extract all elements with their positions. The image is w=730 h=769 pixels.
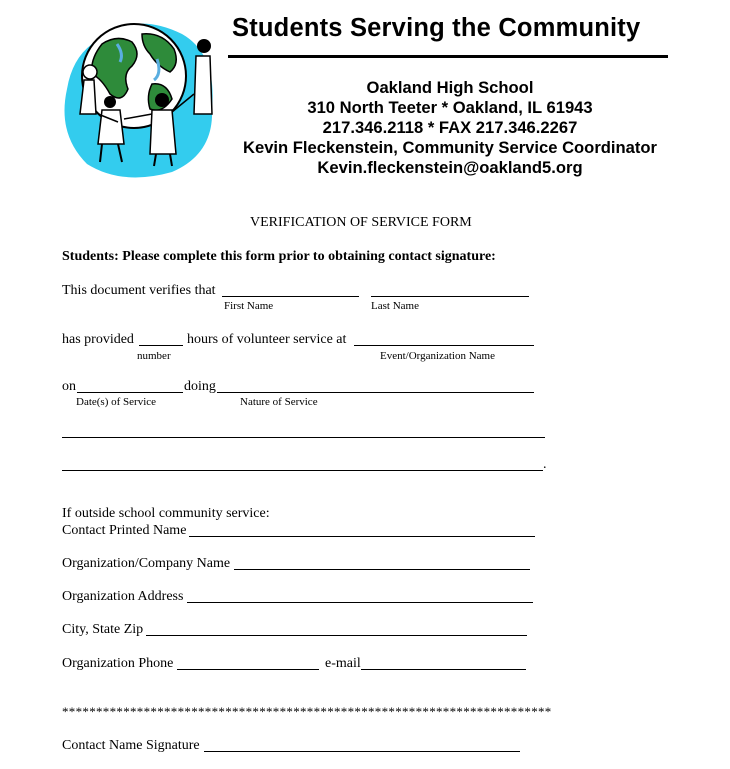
contact-signature-field[interactable] [204, 751, 520, 752]
form-heading: VERIFICATION OF SERVICE FORM [250, 215, 472, 230]
trailing-period: . [543, 457, 547, 472]
description-line-2[interactable] [62, 470, 543, 471]
globe-with-children-icon [62, 14, 214, 180]
hours-text: hours of volunteer service at [187, 332, 347, 347]
description-line-1[interactable] [62, 437, 545, 438]
school-name: Oakland High School [366, 78, 534, 97]
city-state-zip-label: City, State Zip [62, 622, 144, 637]
email-label: e-mail [325, 656, 361, 671]
school-phone-fax: 217.346.2118 * FAX 217.346.2267 [322, 118, 578, 137]
last-name-field[interactable] [371, 296, 529, 297]
contact-printed-name-label: Contact Printed Name [62, 523, 187, 538]
hours-number-field[interactable] [139, 345, 183, 346]
verifies-text: This document verifies that [62, 283, 216, 298]
school-address: 310 North Teeter * Oakland, IL 61943 [307, 98, 593, 117]
org-company-name-label: Organization/Company Name [62, 556, 231, 571]
page-title: Students Serving the Community [232, 14, 641, 42]
stars-divider: ************************************************************************ [62, 704, 552, 719]
org-phone-field[interactable] [177, 669, 319, 670]
on-text: on [62, 379, 76, 394]
coordinator-name: Kevin Fleckenstein, Community Service Coordinator [242, 138, 658, 157]
title-rule [228, 55, 668, 58]
doing-text: doing [184, 379, 216, 394]
last-name-label: Last Name [371, 300, 419, 312]
org-company-name-field[interactable] [234, 569, 530, 570]
first-name-label: First Name [224, 300, 274, 312]
nature-field[interactable] [217, 392, 534, 393]
org-address-field[interactable] [187, 602, 533, 603]
org-address-label: Organization Address [62, 589, 184, 604]
event-organization-field[interactable] [354, 345, 534, 346]
org-phone-label: Organization Phone [62, 656, 174, 671]
dates-label: Date(s) of Service [76, 396, 157, 408]
outside-service-text: If outside school community service: [62, 506, 270, 521]
contact-signature-label: Contact Name Signature [62, 738, 200, 753]
event-organization-label: Event/Organization Name [380, 350, 495, 362]
first-name-field[interactable] [222, 296, 359, 297]
contact-printed-name-field[interactable] [189, 536, 535, 537]
city-state-zip-field[interactable] [146, 635, 527, 636]
nature-label: Nature of Service [240, 396, 318, 408]
email-field[interactable] [361, 669, 526, 670]
number-label: number [137, 350, 171, 362]
dates-field[interactable] [77, 392, 183, 393]
has-provided-text: has provided [62, 332, 134, 347]
logo [62, 14, 214, 180]
instruction-text: Students: Please complete this form prior to obtaining contact signature: [62, 249, 496, 264]
coordinator-email: Kevin.fleckenstein@oakland5.org [317, 158, 583, 177]
